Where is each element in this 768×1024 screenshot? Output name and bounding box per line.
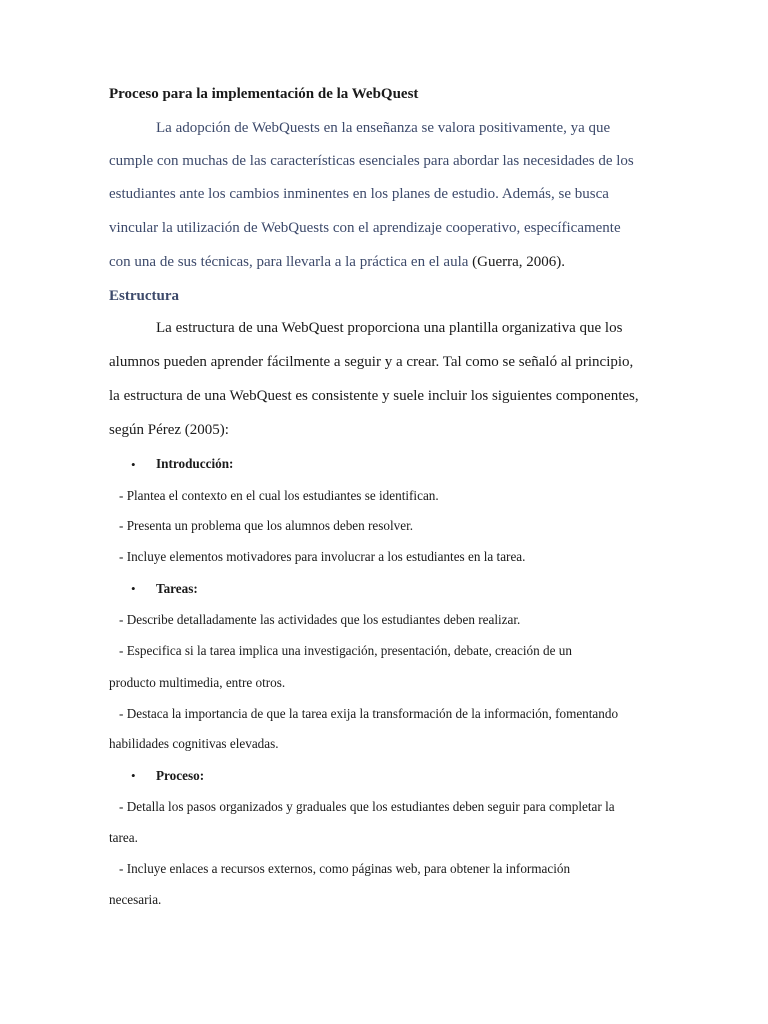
list-item-label: Tareas: <box>156 581 198 596</box>
list-item-line: producto multimedia, entre otros. <box>109 675 286 690</box>
paragraph-line: cumple con muchas de las características esenciales para abordar las necesidades de los <box>109 153 634 169</box>
list-item-line: habilidades cognitivas elevadas. <box>109 736 279 751</box>
bullet-icon: • <box>131 457 136 472</box>
list-item-label: Introducción: <box>156 456 234 471</box>
page-title: Proceso para la implementación de la WebQuest <box>109 86 419 102</box>
list-item-line: - Presenta un problema que los alumnos deben resolver. <box>119 518 414 533</box>
bullet-icon: • <box>131 581 136 596</box>
list-item-line: - Detalla los pasos organizados y graduales que los estudiantes deben seguir para completar la <box>119 799 615 814</box>
citation: (Guerra, 2006). <box>472 254 566 270</box>
list-item-line: tarea. <box>109 830 138 845</box>
bullet-icon: • <box>131 768 136 783</box>
paragraph-line: la estructura de una WebQuest es consistente y suele incluir los siguientes componentes, <box>109 388 639 404</box>
list-item-line: - Destaca la importancia de que la tarea exija la transformación de la información, fomentando <box>119 706 619 721</box>
paragraph-line: alumnos pueden aprender fácilmente a seguir y a crear. Tal como se señaló al principio, <box>109 354 634 370</box>
list-item-line: - Incluye enlaces a recursos externos, como páginas web, para obtener la información <box>119 861 571 876</box>
paragraph-line: estudiantes ante los cambios inminentes en los planes de estudio. Además, se busca <box>109 186 609 202</box>
section-heading: Estructura <box>109 288 179 304</box>
paragraph-line <box>109 254 565 271</box>
paragraph-line: La adopción de WebQuests en la enseñanza se valora positivamente, ya que <box>156 120 611 136</box>
paragraph-text: con una de sus técnicas, para llevarla a la práctica en el aula <box>109 254 469 270</box>
list-item-line: - Describe detalladamente las actividades que los estudiantes deben realizar. <box>119 612 521 627</box>
paragraph-line: según Pérez (2005): <box>109 422 229 438</box>
paragraph-line: vincular la utilización de WebQuests con el aprendizaje cooperativo, específicamente <box>109 220 621 236</box>
paragraph-line: La estructura de una WebQuest proporciona una plantilla organizativa que los <box>156 320 623 336</box>
list-item-line: - Incluye elementos motivadores para involucrar a los estudiantes en la tarea. <box>119 549 526 564</box>
list-item-label: Proceso: <box>156 768 205 783</box>
list-item-line: necesaria. <box>109 892 162 907</box>
list-item-line: - Especifica si la tarea implica una investigación, presentación, debate, creación de un <box>119 643 572 658</box>
list-item-line: - Plantea el contexto en el cual los estudiantes se identifican. <box>119 488 439 503</box>
